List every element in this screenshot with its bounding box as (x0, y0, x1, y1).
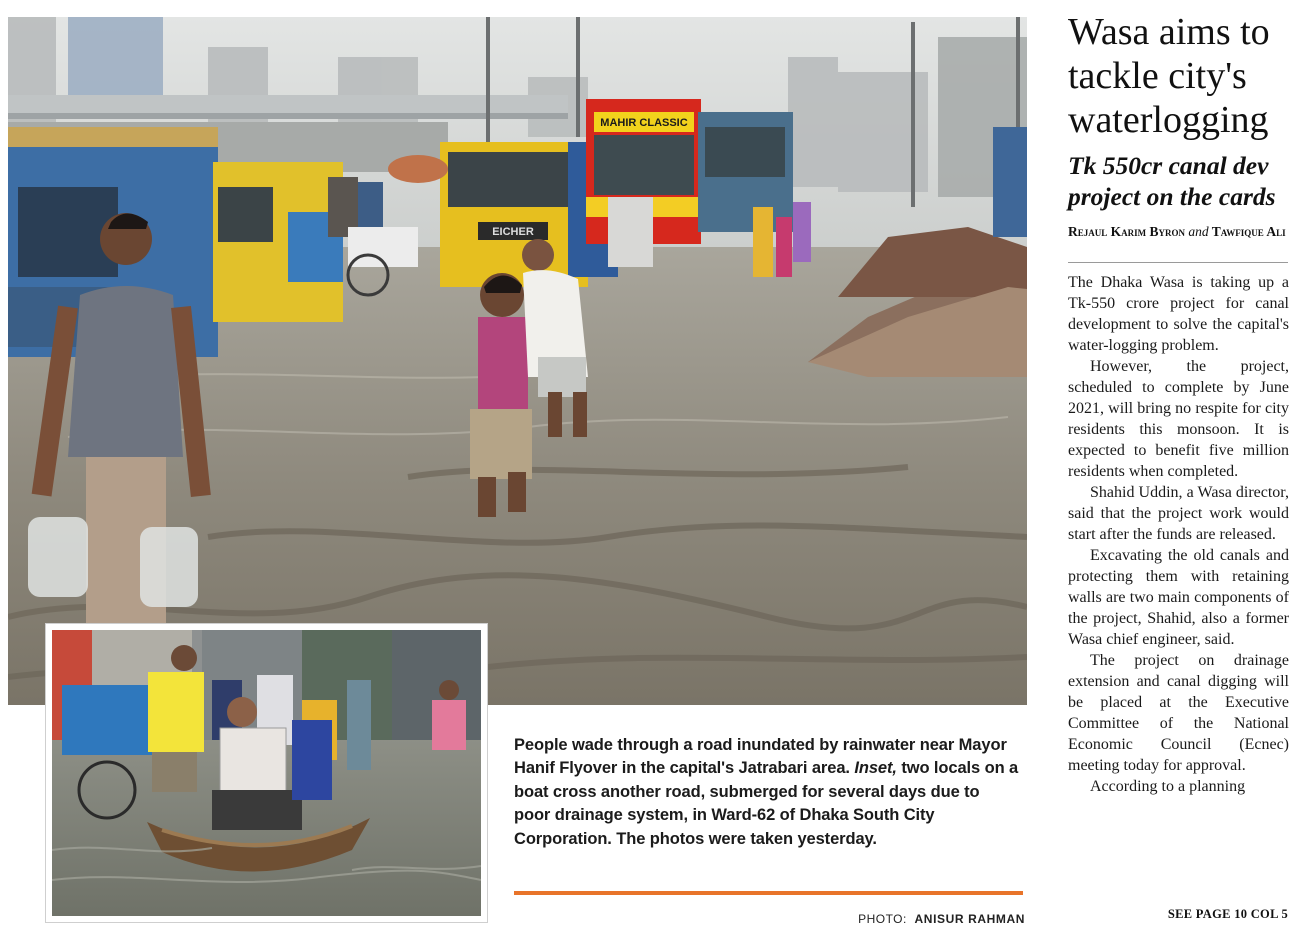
body-paragraph: According to a planning (1090, 778, 1246, 795)
caption-text-inset: two locals on a boat cross another road, submerged for several days due to poor drainage system, in Ward-62 of Dhaka South City Corporation. The photos were taken yesterday. (514, 759, 1019, 848)
byline-author-2: Tawfique Ali (1211, 224, 1286, 239)
caption-inset-label: Inset, (854, 759, 897, 778)
byline-conjunction: and (1188, 224, 1209, 239)
photo-credit-name: ANISUR RAHMAN (914, 912, 1025, 926)
inset-photo (52, 630, 481, 916)
body-paragraph: The Dhaka Wasa is taking up a Tk-550 crore project for canal development to solve the capital's water-logging problem. (1068, 274, 1289, 354)
body-paragraph: Shahid Uddin, a Wasa director, said that the project work would start after the funds are released. (1068, 484, 1289, 543)
photo-credit (858, 912, 1025, 926)
body-paragraph: Excavating the old canals and protecting them with retaining walls are two main components of the project, Shahid, also a former Wasa chief engineer, said. (1068, 547, 1289, 648)
photo-caption (514, 734, 1019, 851)
truck-brand-text: EICHER (492, 226, 534, 238)
main-photo (8, 17, 1027, 705)
continued-jump-line: SEE PAGE 10 COL 5 (1167, 907, 1288, 921)
photo-credit-label: PHOTO: (858, 912, 907, 926)
body-paragraph: The project on drainage extension and canal digging will be placed at the Executive Committee of the National Economic Council (Ecnec) meeting today for approval. (1068, 652, 1289, 774)
bus-sign-text: MAHIR CLASSIC (600, 117, 688, 129)
headline: Wasa aims to tackle city's waterlogging (1068, 11, 1270, 141)
caption-text-main: People wade through a road inundated by rainwater near Mayor Hanif Flyover in the capital's Jatrabari area. (514, 736, 1007, 778)
body-paragraph: However, the project, scheduled to complete by June 2021, will bring no respite for city residents this monsoon. It is expected to benefit five million residents when completed. (1068, 358, 1289, 480)
byline-author-1: Rejaul Karim Byron (1068, 224, 1186, 239)
caption-divider (514, 891, 1023, 895)
subheadline: Tk 550cr canal dev project on the cards (1068, 151, 1276, 211)
byline-divider (1068, 262, 1288, 263)
byline (1068, 224, 1300, 240)
inset-photo-frame (46, 624, 487, 922)
article-body (1068, 272, 1289, 797)
